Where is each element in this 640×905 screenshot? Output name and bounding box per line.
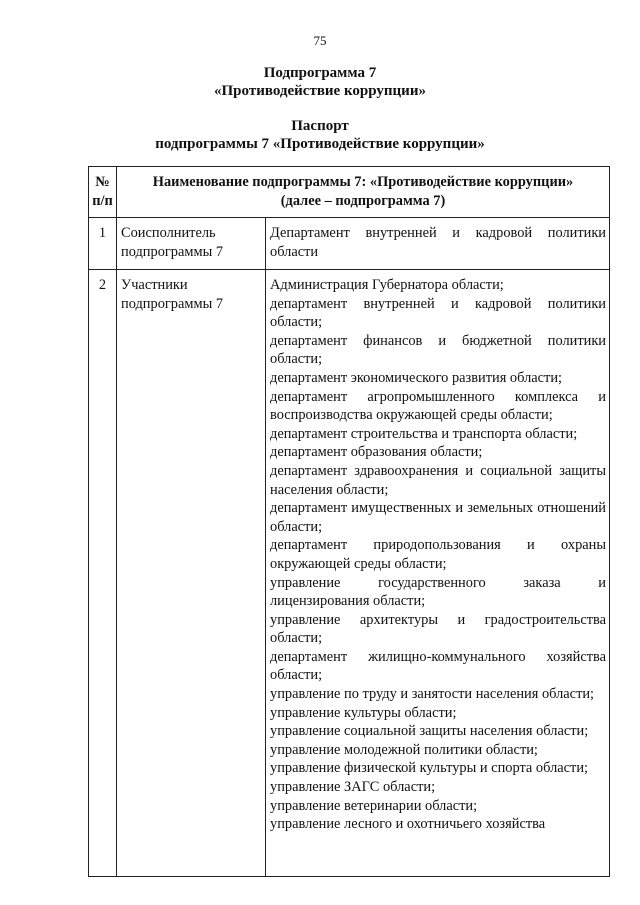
header-number-symbol: № xyxy=(95,174,110,190)
row-entry: управление ЗАГС области; xyxy=(270,779,436,796)
row-entry: Департамент внутренней и кадровой политики области xyxy=(270,225,607,260)
passport-table xyxy=(88,166,610,877)
row-number: 2 xyxy=(89,270,117,877)
passport-title: Паспорт xyxy=(291,118,349,134)
header-number-cell xyxy=(89,167,117,218)
row-entry: управление архитектуры и градостроительства области; xyxy=(270,611,607,647)
subprogram-name: «Противодействие коррупции» xyxy=(214,83,426,99)
row-entry: департамент внутренней и кадровой политики области; xyxy=(270,295,607,331)
table-header-row xyxy=(89,167,610,218)
row-name: Соисполнитель подпрограммы 7 xyxy=(117,218,266,270)
row-entry: департамент имущественных и земельных отношений области; xyxy=(270,500,607,535)
row-entry: управление по труду и занятости населения области; xyxy=(270,686,595,703)
row-entry: департамент жилищно-коммунального хозяйства области; xyxy=(270,648,607,684)
row-entry: управление государственного заказа и лицензирования области; xyxy=(270,574,607,610)
passport-subtitle: подпрограммы 7 «Противодействие коррупции» xyxy=(155,136,485,152)
table-row xyxy=(89,218,610,270)
header-number-abbr: п/п xyxy=(92,192,113,209)
row-entry: департамент агропромышленного комплекса и воспроизводства окружающей среды области; xyxy=(270,388,607,424)
row-entry: Администрация Губернатора области; xyxy=(270,277,504,293)
row-entry: управление молодежной политики области; xyxy=(270,741,538,758)
row-entry: управление физической культуры и спорта области; xyxy=(270,760,589,777)
header-title-line1: Наименование подпрограммы 7: «Противодействие коррупции» xyxy=(152,174,574,190)
row-name: Участники подпрограммы 7 xyxy=(117,270,266,877)
subprogram-title: Подпрограмма 7 xyxy=(263,65,377,81)
row-entry: департамент здравоохранения и социальной защиты населения области; xyxy=(270,462,607,498)
row-entry: управление социальной защиты населения области; xyxy=(270,723,589,740)
row-entry: департамент строительства и транспорта области; xyxy=(270,425,578,442)
row-number: 1 xyxy=(89,218,117,270)
row-value xyxy=(266,270,610,877)
row-entry: управление ветеринарии области; xyxy=(270,797,478,814)
row-value xyxy=(266,218,610,270)
row-entry: управление культуры области; xyxy=(270,704,457,721)
row-entry: департамент природопользования и охраны окружающей среды области; xyxy=(270,537,607,572)
row-entry: департамент экономического развития области; xyxy=(270,369,563,386)
row-entry: департамент образования области; xyxy=(270,444,483,461)
row-entry: департамент финансов и бюджетной политики области; xyxy=(270,332,607,368)
row-entry: управление лесного и охотничьего хозяйства xyxy=(270,816,546,833)
header-title-cell xyxy=(117,167,610,218)
table-row xyxy=(89,270,610,877)
header-title-line2: (далее – подпрограмма 7) xyxy=(280,192,446,209)
page-number: 75 xyxy=(313,33,327,48)
